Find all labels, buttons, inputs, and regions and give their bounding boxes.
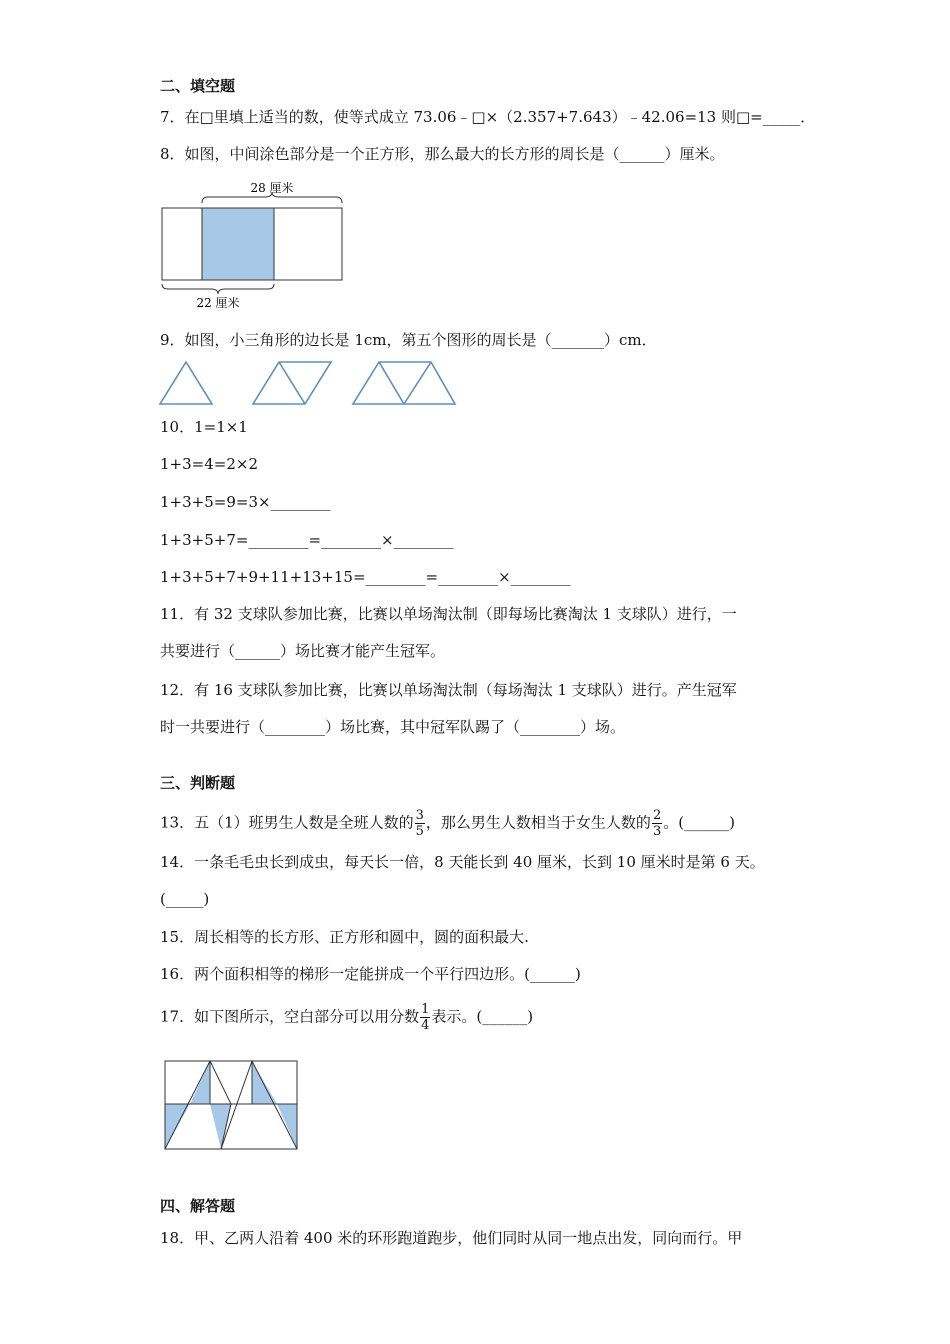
figure-17-shaded-rectangle [160, 1056, 300, 1154]
question-8: 8．如图，中间涂色部分是一个正方形，那么最大的长方形的周长是（______）厘米。 [160, 145, 725, 163]
question-17-fraction [420, 1002, 430, 1033]
figure-8-rectangle-diagram [155, 178, 350, 312]
question-14-line-2: (_____) [160, 890, 210, 908]
question-10-line-5: 1+3+5+7+9+11+13+15=________=________×________ [160, 568, 571, 586]
figure-17-shade-lower-center-triangle [210, 1104, 231, 1149]
figure-9-shape-2-divider [279, 362, 305, 404]
figure-9-shape-3-divider-b [404, 362, 431, 404]
figure-8-top-label: 28 厘米 [250, 181, 294, 195]
question-13 [160, 808, 735, 839]
question-11-line-1: 11．有 32 支球队参加比赛，比赛以单场淘汰制（即每场比赛淘汰 1 支球队）进行，一 [160, 605, 737, 623]
question-10-line-4: 1+3+5+7=________=________×________ [160, 531, 454, 549]
figure-9-shape-1 [160, 362, 212, 404]
section-title-fill-in: 二、填空题 [160, 77, 236, 95]
question-16: 16．两个面积相等的梯形一定能拼成一个平行四边形。(______) [160, 965, 581, 983]
figure-8-bottom-brace [162, 284, 274, 294]
fraction-denominator: 3 [652, 824, 662, 839]
question-15: 15．周长相等的长方形、正方形和圆中，圆的面积最大. [160, 928, 529, 946]
question-13-text-c: 。(______) [663, 813, 735, 832]
question-13-text-b: ，那么男生人数相当于女生人数的 [425, 813, 651, 832]
question-10-line-2: 1+3=4=2×2 [160, 455, 258, 473]
figure-9-shape-3 [353, 362, 455, 404]
figure-9-triangles [155, 357, 465, 409]
figure-17-shade-upper-right-triangle [231, 1061, 277, 1104]
section-title-judgement: 三、判断题 [160, 774, 236, 792]
question-10-line-1: 10．1=1×1 [160, 418, 248, 436]
fraction-numerator: 2 [652, 808, 662, 823]
question-9: 9．如图，小三角形的边长是 1cm，第五个图形的周长是（_______）cm． [160, 331, 657, 349]
question-17 [160, 1002, 533, 1033]
question-13-text-a: 13．五（1）班男生人数是全班人数的 [160, 813, 414, 832]
figure-8-top-brace [202, 192, 342, 203]
fraction-numerator: 1 [421, 1002, 430, 1017]
figure-9-shape-3-divider-a [379, 362, 404, 404]
question-13-fraction-2 [652, 808, 662, 839]
figure-8-bottom-label: 22 厘米 [196, 296, 240, 310]
question-7: 7．在□里填上适当的数，使等式成立 73.06﹣□×（2.357+7.643）﹣42.06=13 则□=_____． [160, 108, 816, 126]
fraction-numerator: 3 [415, 808, 424, 823]
fraction-denominator: 5 [415, 824, 424, 839]
fraction-denominator: 4 [421, 1018, 430, 1033]
question-13-fraction-1 [415, 808, 425, 839]
section-title-solve: 四、解答题 [160, 1197, 236, 1215]
question-17-text-b: 表示。(______) [431, 1007, 534, 1026]
question-17-text-a: 17．如下图所示，空白部分可以用分数 [160, 1007, 420, 1026]
question-12-line-1: 12．有 16 支球队参加比赛，比赛以单场淘汰制（每场淘汰 1 支球队）进行。产生冠军 [160, 681, 737, 699]
question-11-line-2: 共要进行（______）场比赛才能产生冠军。 [160, 642, 446, 660]
figure-8-shaded-square [202, 208, 274, 280]
question-12-line-2: 时一共要进行（________）场比赛，其中冠军队踢了（________）场。 [160, 718, 626, 736]
question-18: 18．甲、乙两人沿着 400 米的环形跑道跑步，他们同时从同一地点出发，同向而行。甲 [160, 1229, 743, 1247]
question-10-line-3: 1+3+5=9=3×________ [160, 493, 331, 511]
question-14-line-1: 14．一条毛毛虫长到成虫，每天长一倍，8 天能长到 40 厘米，长到 10 厘米时是第 6 天。 [160, 853, 765, 871]
